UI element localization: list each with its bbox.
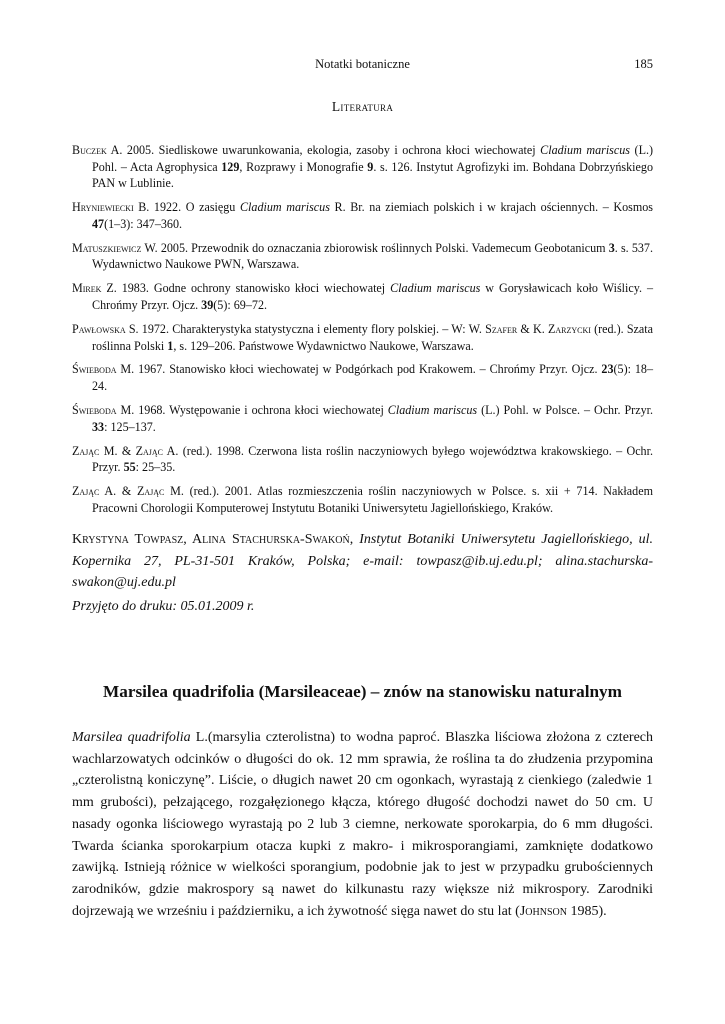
- author-names: Krystyna Towpasz, Alina Stachurska-Swakoń,: [72, 532, 354, 547]
- reference-item: Buczek A. 2005. Siedliskowe uwarunkowania, ekologia, zasoby i ochrona kłoci wiechowatej Cladium mariscus (L.) Pohl. – Acta Agrophysica 129, Rozprawy i Monografie 9. s. 126. Instytut Agrofizyki im. Bohdana Dobrzyńskiego PAN w Lublinie.: [72, 143, 654, 191]
- literature-heading: Literatura: [331, 99, 394, 114]
- reference-author: Świeboda M.: [72, 362, 135, 377]
- reference-item: Mirek Z. 1983. Godne ochrony stanowisko kłoci wiechowatej Cladium mariscus w Gorysławicach koło Wiślicy. – Chrońmy Przyr. Ojcz. 39(5): 69–72.: [72, 281, 653, 312]
- reference-author: Zając M.: [72, 443, 118, 458]
- authors-affiliation: [72, 529, 653, 594]
- reference-item: Zając A. & Zając M. (red.). 2001. Atlas rozmieszczenia roślin naczyniowych w Polsce. s. xii + 714. Nakładem Pracowni Chorologii Komputerowej Instytutu Botaniki Uniwersytetu Jagiellońskiego, Kraków.: [72, 484, 653, 515]
- reference-author: Zając A.: [72, 484, 117, 499]
- reference-item: Zając M. & Zając A. (red.). 1998. Czerwona lista roślin naczyniowych byłego województwa krakowskiego. – Ochr. Przyr. 55: 25–35.: [72, 443, 653, 475]
- journal-title: Notatki botaniczne: [315, 57, 410, 71]
- running-head: [72, 57, 653, 73]
- reference-author: Pawłowska S.: [72, 321, 139, 336]
- reference-author: Świeboda M.: [72, 403, 135, 418]
- reference-item: Świeboda M. 1968. Występowanie i ochrona kłoci wiechowatej Cladium mariscus (L.) Pohl. w Polsce. – Ochr. Przyr. 33: 125–137.: [72, 403, 654, 434]
- accepted-date: Przyjęto do druku: 05.01.2009 r.: [72, 599, 255, 614]
- reference-item: Hryniewiecki B. 1922. O zasięgu Cladium mariscus R. Br. na ziemiach polskich i w krajach ościennych. – Kosmos 47(1–3): 347–360.: [72, 200, 654, 231]
- reference-author: Buczek A.: [72, 143, 123, 157]
- citation-author: Johnson: [519, 903, 567, 919]
- page-number: 185: [634, 57, 653, 71]
- reference-item: Pawłowska S. 1972. Charakterystyka statystyczna i elementy flory polskiej. – W: W. Szafer & K. Zarzycki (red.). Szata roślinna Polski 1, s. 129–206. Państwowe Wydawnictwo Naukowe, Warszawa.: [72, 321, 654, 353]
- reference-author: Matuszkiewicz W.: [72, 240, 158, 255]
- article-body: Marsilea quadrifolia L.(marsylia czterolistna) to wodna paproć. Blaszka liściowa złożona z czterech wachlarzowatych odcinków o długości do ok. 12 mm sprawia, że roślina ta do złudzenia przypomina „czterolistną koniczynę”. Liście, o długich nawet 20 cm ogonkach, wyrastają z cienkiego (zaledwie 1 mm grubości), pełzającego, rozgałęzionego kłącza, którego długość dochodzi nawet do 50 cm. U nasady ogonka liściowego wyrastają po 2 lub 3 ciemne, nerkowate sporokarpia, do 6 mm długości. Twarda ścianka sporokarpium otacza kupki z makro- i mikrosporangiami, zamknięte dodatkowo zawijką. Istnieją różnice w wielkości sporangium, podobnie jak to jest w przypadku grubościennych zarodników, gdzie makrospory są nawet do kilkunastu razy większe niż mikrospory. Zarodniki dojrzewają we wrześniu i październiku, a ich żywotność sięga nawet do stu lat (Johnson 1985).: [72, 730, 654, 919]
- reference-item: Świeboda M. 1967. Stanowisko kłoci wiechowatej w Podgórkach pod Krakowem. – Chrońmy Przyr. Ojcz. 23(5): 18–24.: [72, 362, 654, 394]
- reference-item: Matuszkiewicz W. 2005. Przewodnik do oznaczania zbiorowisk roślinnych Polski. Vademecum Geobotanicum 3. s. 537. Wydawnictwo Naukowe PWN, Warszawa.: [72, 240, 653, 272]
- reference-list: [72, 142, 653, 524]
- species-name: Marsilea quadrifolia: [72, 730, 191, 745]
- reference-author: Mirek Z.: [72, 281, 117, 296]
- article-title: Marsilea quadrifolia (Marsileaceae) – znów na stanowisku naturalnym: [103, 682, 622, 701]
- affiliation: Instytut Botaniki Uniwersytetu Jagiellońskiego, ul. Kopernika 27, PL-31-501 Kraków, Polska; e-mail: towpasz@ib.uj.edu.pl; alina.stachurska-swakon@uj.edu.pl: [72, 532, 653, 591]
- reference-author: Hryniewiecki B.: [72, 200, 150, 215]
